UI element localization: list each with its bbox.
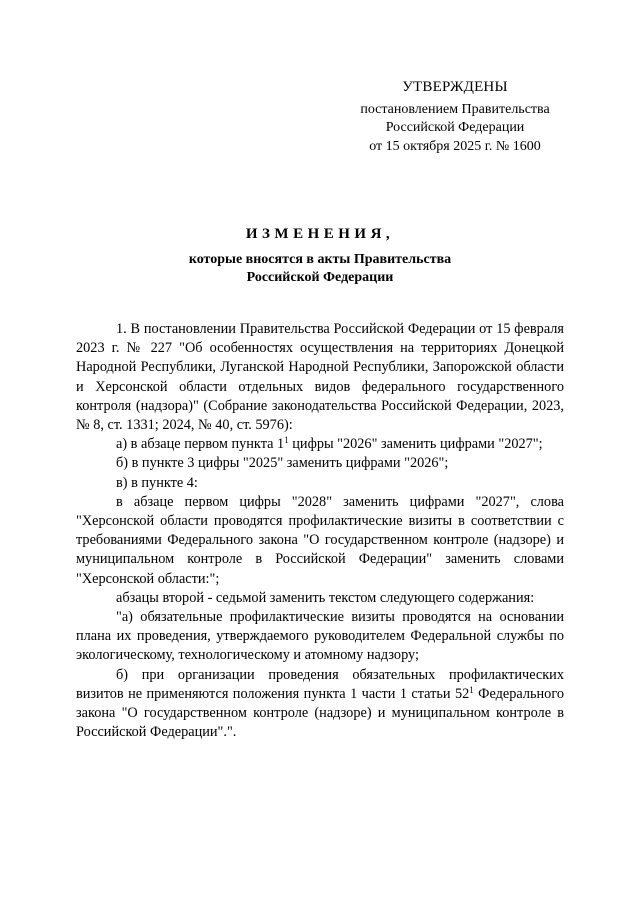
paragraph-8-superscript: 1 bbox=[469, 684, 474, 695]
approval-line-3: от 15 октября 2025 г. № 1600 bbox=[369, 138, 541, 154]
paragraph-3: б) в пункте 3 цифры "2025" заменить цифрами "2026"; bbox=[116, 455, 449, 472]
paragraph-2 bbox=[76, 435, 564, 454]
paragraph-1: 1. В постановлении Правительства Российской Федерации от 15 февраля 2023 г. № 227 "Об особенностях осуществления на территориях Донецкой Народной Республики, Луганской Народной Республики, Запорожской области и Херсонской области отдельных видов федерального государственного контроля (надзора)" (Собрание законодательства Российской Федерации, 2023, № 8, ст. 1331; 2024, № 40, ст. 5976): bbox=[76, 321, 564, 434]
paragraph-7: "а) обязательные профилактические визиты проводятся на основании плана их проведения, утверждаемого руководителем Федеральной службы по экологическому, технологическому и атомному надзору; bbox=[76, 609, 564, 664]
document-body bbox=[76, 320, 564, 742]
paragraph-8-text-end: Федерального закона "О государственном контроле (надзоре) и муниципальном контроле в Российской Федерации".". bbox=[76, 685, 564, 741]
paragraph-2-text: а) в абзаце первом пункта 1 bbox=[116, 436, 285, 453]
subtitle-line-1: которые вносятся в акты Правительства bbox=[188, 252, 452, 267]
paragraph-5: в абзаце первом цифры "2028" заменить цифрами "2027", слова "Херсонской области проводятся профилактические визиты в соответствии с требованиями Федерального закона "О государственном контроле (надзоре) и муниципальном контроле в Российской Федерации" заменить словами "Херсонской области:"; bbox=[76, 493, 564, 587]
paragraph-8-text: б) при организации проведения обязательных профилактических визитов не применяются положения пункта 1 части 1 статьи 52 bbox=[76, 666, 564, 702]
paragraph-6: абзацы второй - седьмой заменить текстом следующего содержания: bbox=[116, 589, 535, 606]
approval-line-1: постановлением Правительства bbox=[360, 101, 550, 117]
approval-block bbox=[345, 78, 565, 156]
subtitle-line-2: Российской Федерации bbox=[246, 270, 394, 285]
paragraph-4: в) в пункте 4: bbox=[116, 474, 198, 491]
approval-heading: УТВЕРЖДЕНЫ bbox=[402, 79, 508, 95]
paragraph-8 bbox=[76, 666, 564, 743]
paragraph-2-text-end: цифры "2026" заменить цифрами "2027"; bbox=[288, 436, 543, 453]
approval-line-2: Российской Федерации bbox=[385, 120, 525, 135]
document-subtitle bbox=[70, 251, 570, 287]
paragraph-2-superscript: 1 bbox=[284, 435, 289, 446]
document-title: ИЗМЕНЕНИЯ, bbox=[245, 226, 395, 242]
